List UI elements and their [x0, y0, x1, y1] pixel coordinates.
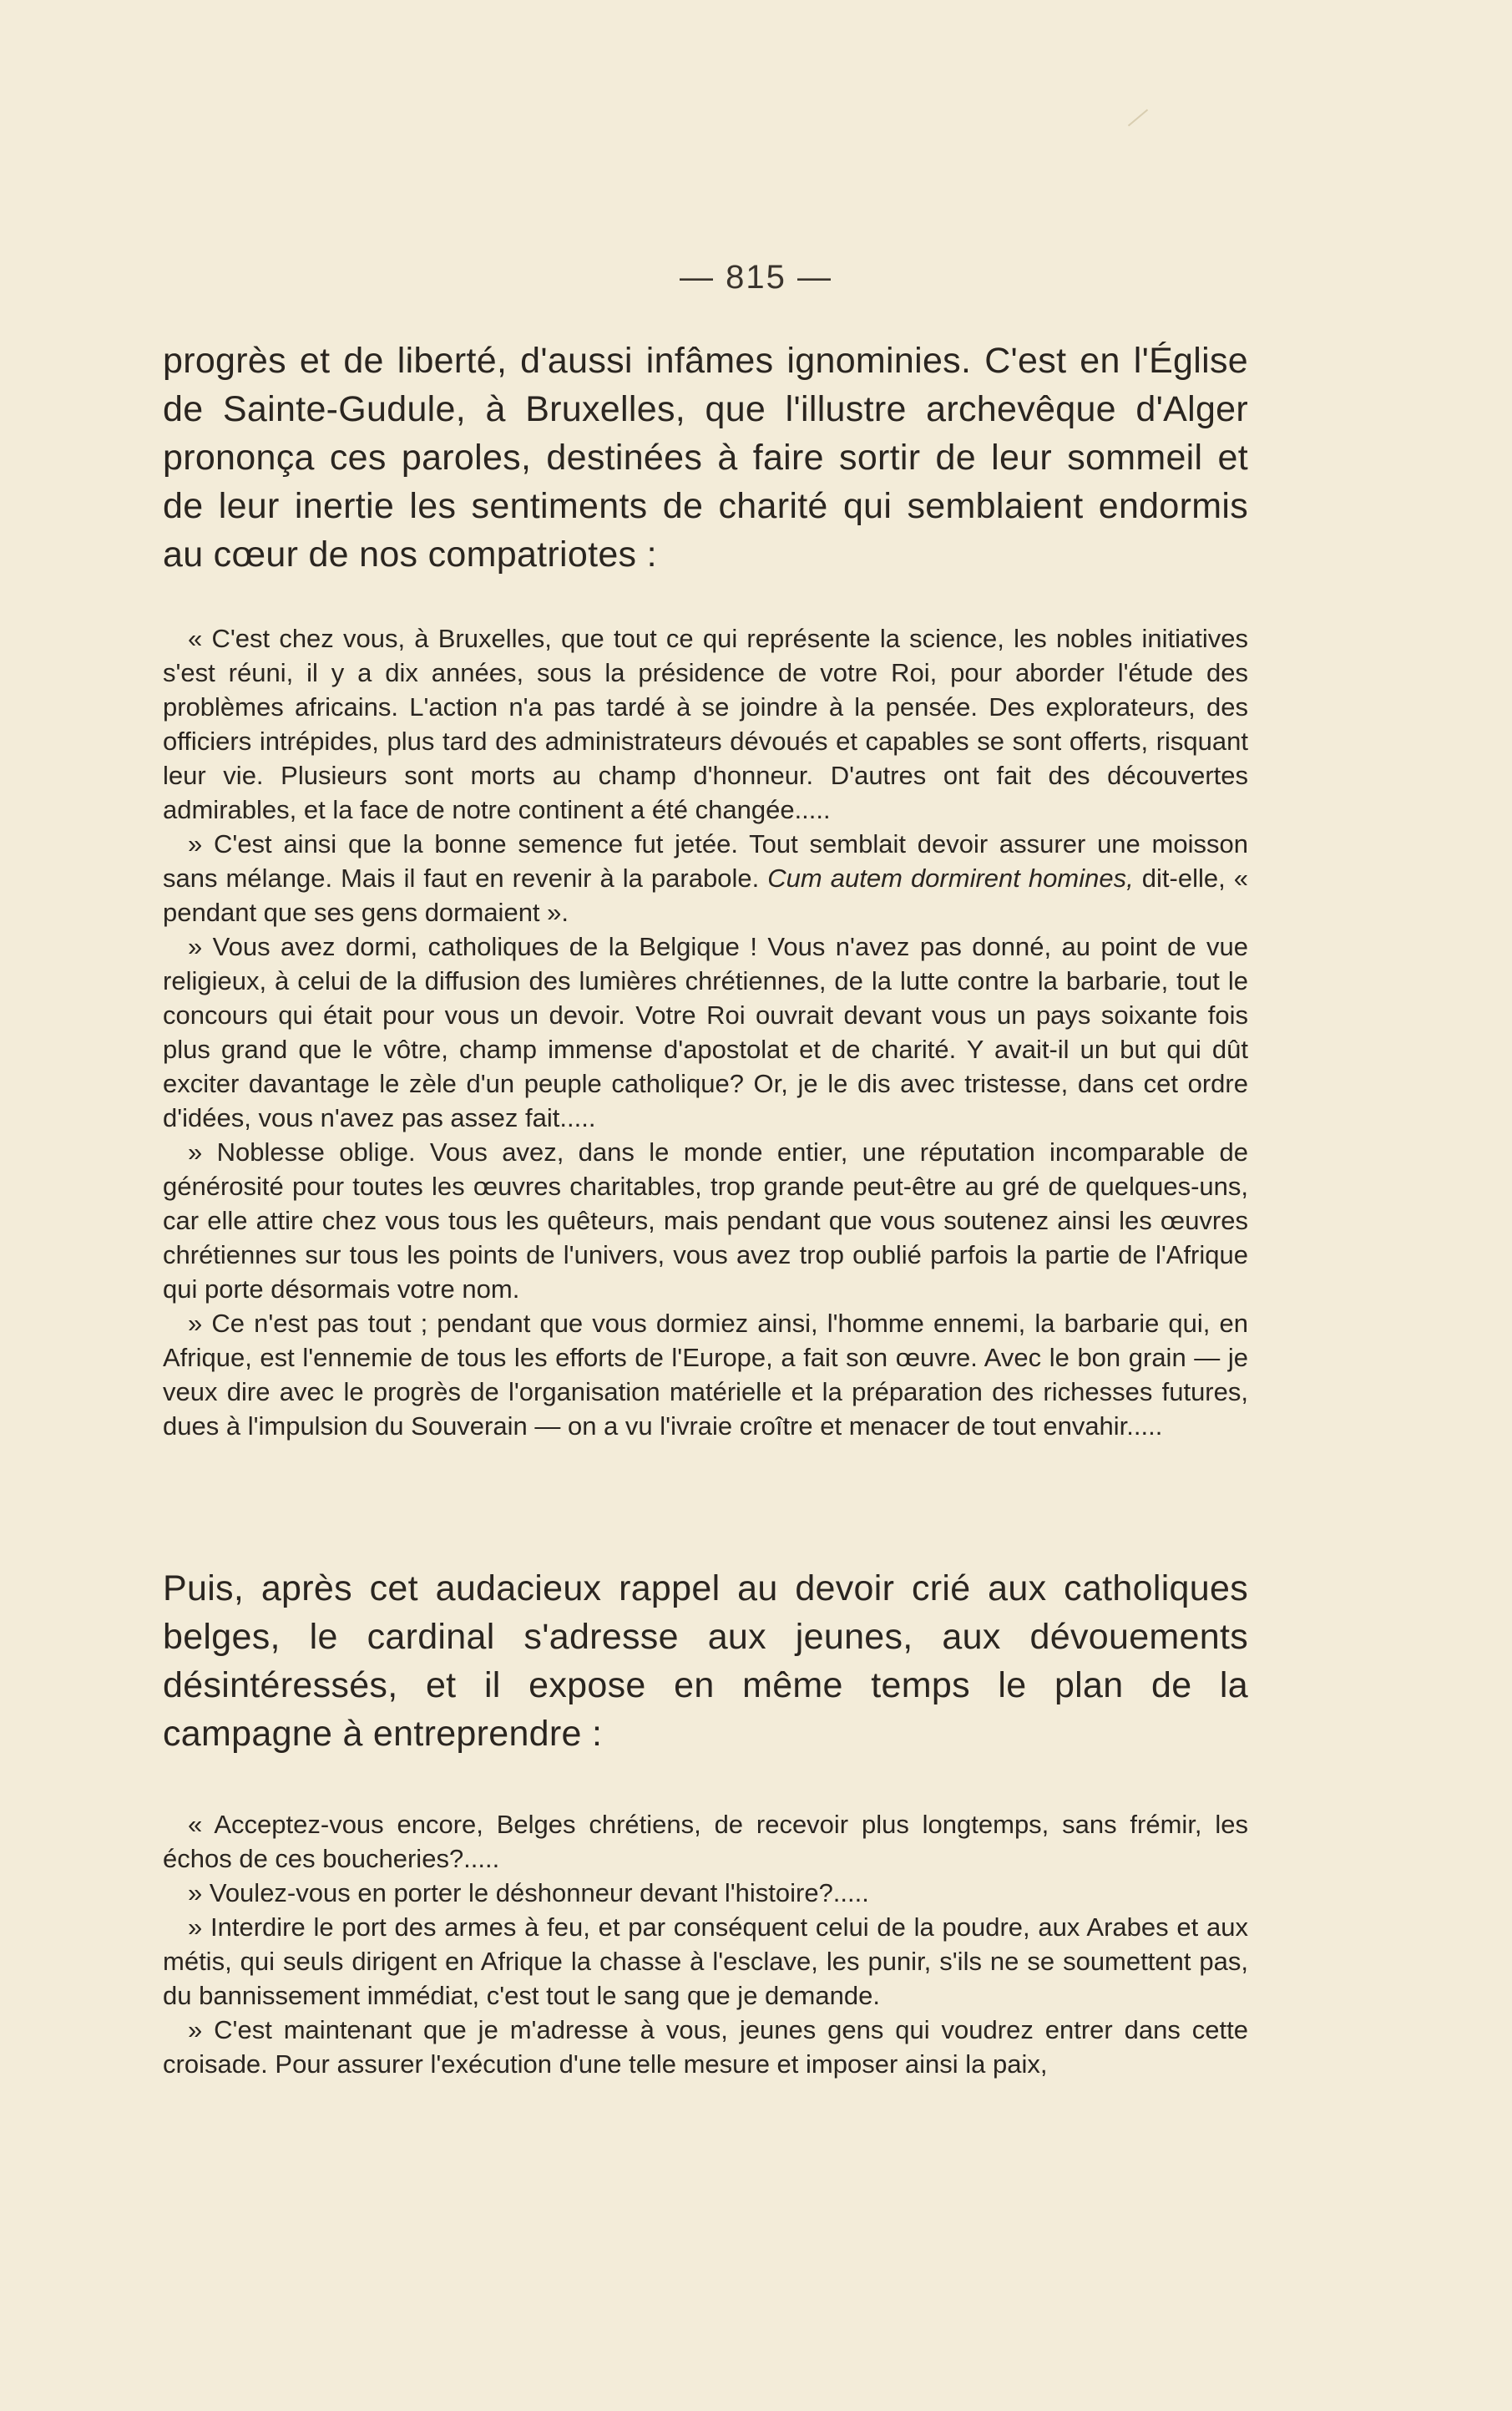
- cardinal-speech-quote-2: [163, 1807, 1248, 2081]
- quote2-paragraph-4: » C'est maintenant que je m'adresse à vous, jeunes gens qui voudrez entrer dans cette croisade. Pour assurer l'exécution d'une telle mesure et imposer ainsi la paix,: [163, 2015, 1248, 2079]
- scan-mark: [1128, 109, 1148, 127]
- middle-paragraph-block: [163, 1564, 1248, 1758]
- quote1-paragraph-3: » Vous avez dormi, catholiques de la Belgique ! Vous n'avez pas donné, au point de vue religieux, à celui de la diffusion des lumières chrétiennes, de la lutte contre la barbarie, tout le concours qui était pour vous un devoir. Votre Roi ouvrait devant vous un pays soixante fois plus grand que le vôtre, champ immense d'apostolat et de charité. Y avait-il un but qui dût exciter davantage le zèle d'un peuple catholique? Or, je le dis avec tristesse, dans cet ordre d'idées, vous n'avez pas assez fait.....: [163, 932, 1248, 1132]
- quote2-paragraph-2: » Voulez-vous en porter le déshonneur devant l'histoire?.....: [188, 1878, 869, 1907]
- quote1-paragraph-2: [163, 827, 1248, 929]
- intro-paragraph-block: [163, 337, 1248, 579]
- quote1-paragraph-5: » Ce n'est pas tout ; pendant que vous dormiez ainsi, l'homme ennemi, la barbarie qui, en Afrique, est l'ennemie de tous les efforts de l'Europe, a fait son œuvre. Avec le bon grain — je veux dire avec le progrès de l'organisation matérielle et la préparation des richesses futures, dues à l'impulsion du Souverain — on a vu l'ivraie croître et menacer de tout envahir.....: [163, 1309, 1248, 1441]
- quote1-paragraph-1: « C'est chez vous, à Bruxelles, que tout ce qui représente la science, les nobles initiatives s'est réuni, il y a dix années, sous la présidence de votre Roi, pour aborder l'étude des problèmes africains. L'action n'a pas tardé à se joindre à la pensée. Des explorateurs, des officiers intrépides, plus tard des administrateurs dévoués et capables se sont offerts, risquant leur vie. Plusieurs sont morts au champ d'honneur. D'autres ont fait des découvertes admirables, et la face de notre continent a été changée.....: [163, 624, 1248, 824]
- quote2-paragraph-3: » Interdire le port des armes à feu, et par conséquent celui de la poudre, aux Arabes et aux métis, qui seuls dirigent en Afrique la chasse à l'esclave, les punir, s'ils ne se soumettent pas, du bannissement immédiat, c'est tout le sang que je demande.: [163, 1912, 1248, 2010]
- latin-quotation-continuation: dit-elle, « pendant que ses gens dormaient ».: [163, 864, 1248, 927]
- middle-paragraph: Puis, après cet audacieux rappel au devoir crié aux catholiques belges, le cardinal s'adresse aux jeunes, aux dévouements désintéressés, et il expose en même temps le plan de la campagne à entreprendre :: [163, 1568, 1248, 1754]
- quote1-paragraph-4: » Noblesse oblige. Vous avez, dans le monde entier, une réputation incomparable de générosité pour toutes les œuvres charitables, trop grande peut-être au gré de quelques-uns, car elle attire chez vous tous les quêteurs, mais pendant que vous soutenez ainsi les œuvres chrétiennes sur tous les points de l'univers, vous avez trop oublié parfois la partie de l'Afrique qui porte désormais votre nom.: [163, 1137, 1248, 1304]
- quote1-paragraph-2-text: » C'est ainsi que la bonne semence fut jetée. Tout semblait devoir assurer une moisson sans mélange. Mais il faut en revenir à la parabole.: [163, 829, 1248, 893]
- cardinal-speech-quote-1: [163, 621, 1248, 1443]
- intro-paragraph: progrès et de liberté, d'aussi infâmes ignominies. C'est en l'Église de Sainte-Gudule, à Bruxelles, que l'illustre archevêque d'Alger prononça ces paroles, destinées à faire sortir de leur sommeil et de leur inertie les sentiments de charité qui semblaient endormis au cœur de nos compatriotes :: [163, 341, 1248, 575]
- quote2-paragraph-1: « Acceptez-vous encore, Belges chrétiens, de recevoir plus longtemps, sans frémir, les échos de ces boucheries?.....: [163, 1810, 1248, 1873]
- latin-quotation: Cum autem dormirent homines,: [767, 864, 1134, 893]
- page-number: — 815 —: [680, 259, 832, 296]
